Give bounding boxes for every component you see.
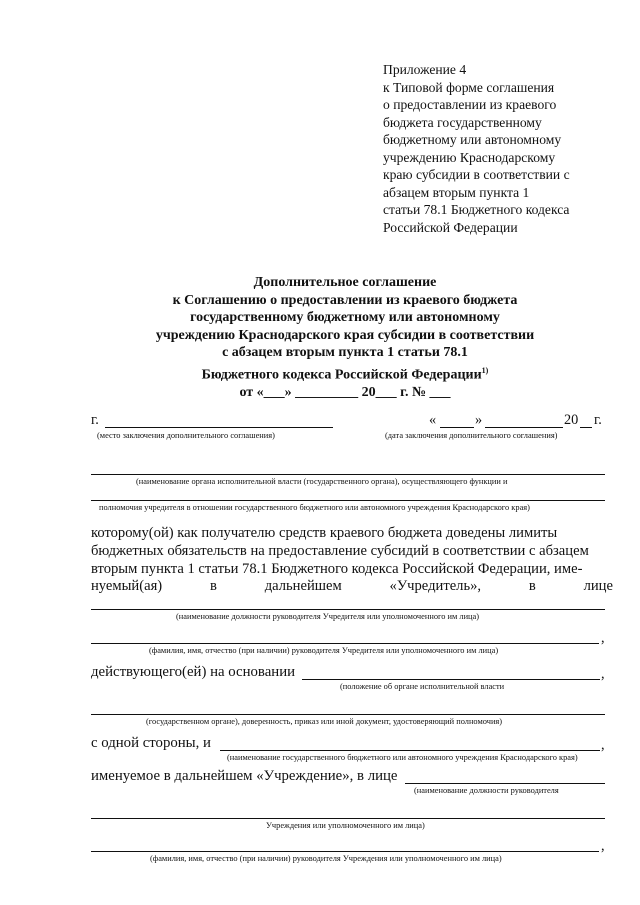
comma: , (601, 737, 605, 753)
comma: , (601, 630, 605, 646)
appendix-line: бюджетному или автономному (383, 132, 562, 147)
appendix-line: учреждению Краснодарскому (383, 149, 556, 165)
institution-position-field-2[interactable] (91, 818, 605, 819)
date-month-field[interactable] (485, 427, 563, 428)
title-line: учреждению Краснодарского края субсидии в соответствии (155, 327, 535, 343)
title-line: с абзацем вторым пункта 1 статьи 78.1 (222, 345, 468, 361)
word: нуемый(ая) (91, 578, 163, 595)
document-title (60, 274, 630, 402)
named-label: именуемое в дальнейшем «Учреждение», в лице (91, 768, 398, 784)
paragraph-line: вторым пункта 1 статьи 78.1 Бюджетного кодекса Российской Федерации, име- (91, 560, 583, 577)
organ-caption-1: (наименование органа исполнительной власти (государственного органа), осуществляющего функции и (136, 477, 508, 486)
paragraph-line: которому(ой) как получателю средств краевого бюджета доведены лимиты (91, 525, 558, 541)
inst-position-caption-2: Учреждения или уполномоченного им лица) (266, 821, 425, 830)
place-prefix: г. (91, 412, 99, 428)
date-year-prefix: 20 (564, 412, 579, 428)
basis-caption-1: (положение об органе исполнительной власти (340, 682, 505, 691)
word: дальнейшем (264, 578, 342, 595)
institution-name-field[interactable] (220, 750, 600, 751)
place-field[interactable] (105, 427, 333, 428)
organ-field-1[interactable] (91, 474, 605, 475)
founder-position-field[interactable] (91, 609, 605, 610)
comma: , (601, 838, 605, 854)
founder-name-field[interactable] (91, 643, 599, 644)
date-open-quote: « (429, 412, 437, 428)
organ-field-2[interactable] (91, 500, 605, 501)
title-line (60, 362, 630, 384)
word: лице (583, 578, 613, 595)
comma: , (601, 666, 605, 682)
title-line: к Соглашению о предоставлении из краевого бюджета (172, 292, 518, 308)
place-caption: (место заключения дополнительного соглашения) (97, 431, 275, 440)
appendix-line: Приложение 4 (383, 62, 467, 77)
date-day-field[interactable] (440, 427, 474, 428)
basis-field-2[interactable] (91, 714, 605, 715)
inst-name-caption: (фамилия, имя, отчество (при наличии) руководителя Учреждения или уполномоченного им лица) (150, 854, 502, 863)
main-paragraph (91, 525, 613, 596)
word: в (209, 578, 217, 595)
institution-name-caption: (наименование государственного бюджетного или автономного учреждения Краснодарского края) (227, 753, 578, 762)
appendix-line: статьи 78.1 Бюджетного кодекса (383, 202, 570, 217)
basis-field[interactable] (302, 679, 600, 680)
date-year-suffix: г. (594, 412, 602, 428)
appendix-line: краю субсидии в соответствии с (383, 167, 570, 182)
date-close-quote: » (475, 412, 483, 428)
appendix-line: к Типовой форме соглашения (383, 79, 555, 95)
title-line-text: Бюджетного кодекса Российской Федерации (201, 367, 482, 383)
title-date-line: от «___» _________ 20___ г. № ___ (239, 385, 451, 401)
appendix-line: абзацем вторым пункта 1 (383, 184, 530, 200)
date-caption: (дата заключения дополнительного соглашения) (385, 431, 558, 440)
institution-head-name-field[interactable] (91, 851, 599, 852)
acting-label: действующего(ей) на основании (91, 664, 296, 680)
one-side-label: с одной стороны, и (91, 735, 211, 751)
inst-position-caption-1: (наименование должности руководителя (414, 786, 559, 795)
appendix-line: Российской Федерации (383, 219, 518, 235)
paragraph-line: бюджетных обязательств на предоставление субсидий в соответствии с абзацем (91, 542, 589, 559)
paragraph-line (91, 578, 613, 596)
word: «Учредитель», (389, 578, 482, 595)
basis-caption-2: (государственном органе), доверенность, приказ или иной документ, удостоверяющий полномочия) (146, 717, 503, 726)
founder-position-caption: (наименование должности руководителя Учредителя или уполномоченного им лица) (176, 612, 480, 621)
date-year-field[interactable] (580, 427, 592, 428)
title-line: Дополнительное соглашение (253, 275, 437, 290)
organ-caption-2: полномочия учредителя в отношении государственного бюджетного или автономного учреждения Краснодарского края) (99, 503, 530, 512)
footnote-mark: 1) (481, 365, 489, 375)
word: в (528, 578, 536, 595)
title-line: государственному бюджетному или автономному (190, 310, 500, 326)
appendix-line: о предоставлении из краевого (383, 97, 557, 112)
appendix-header (383, 61, 623, 236)
institution-position-field[interactable] (405, 783, 605, 784)
founder-name-caption: (фамилия, имя, отчество (при наличии) руководителя Учредителя или уполномоченного им лица) (149, 646, 499, 655)
appendix-line: бюджета государственному (383, 114, 542, 130)
